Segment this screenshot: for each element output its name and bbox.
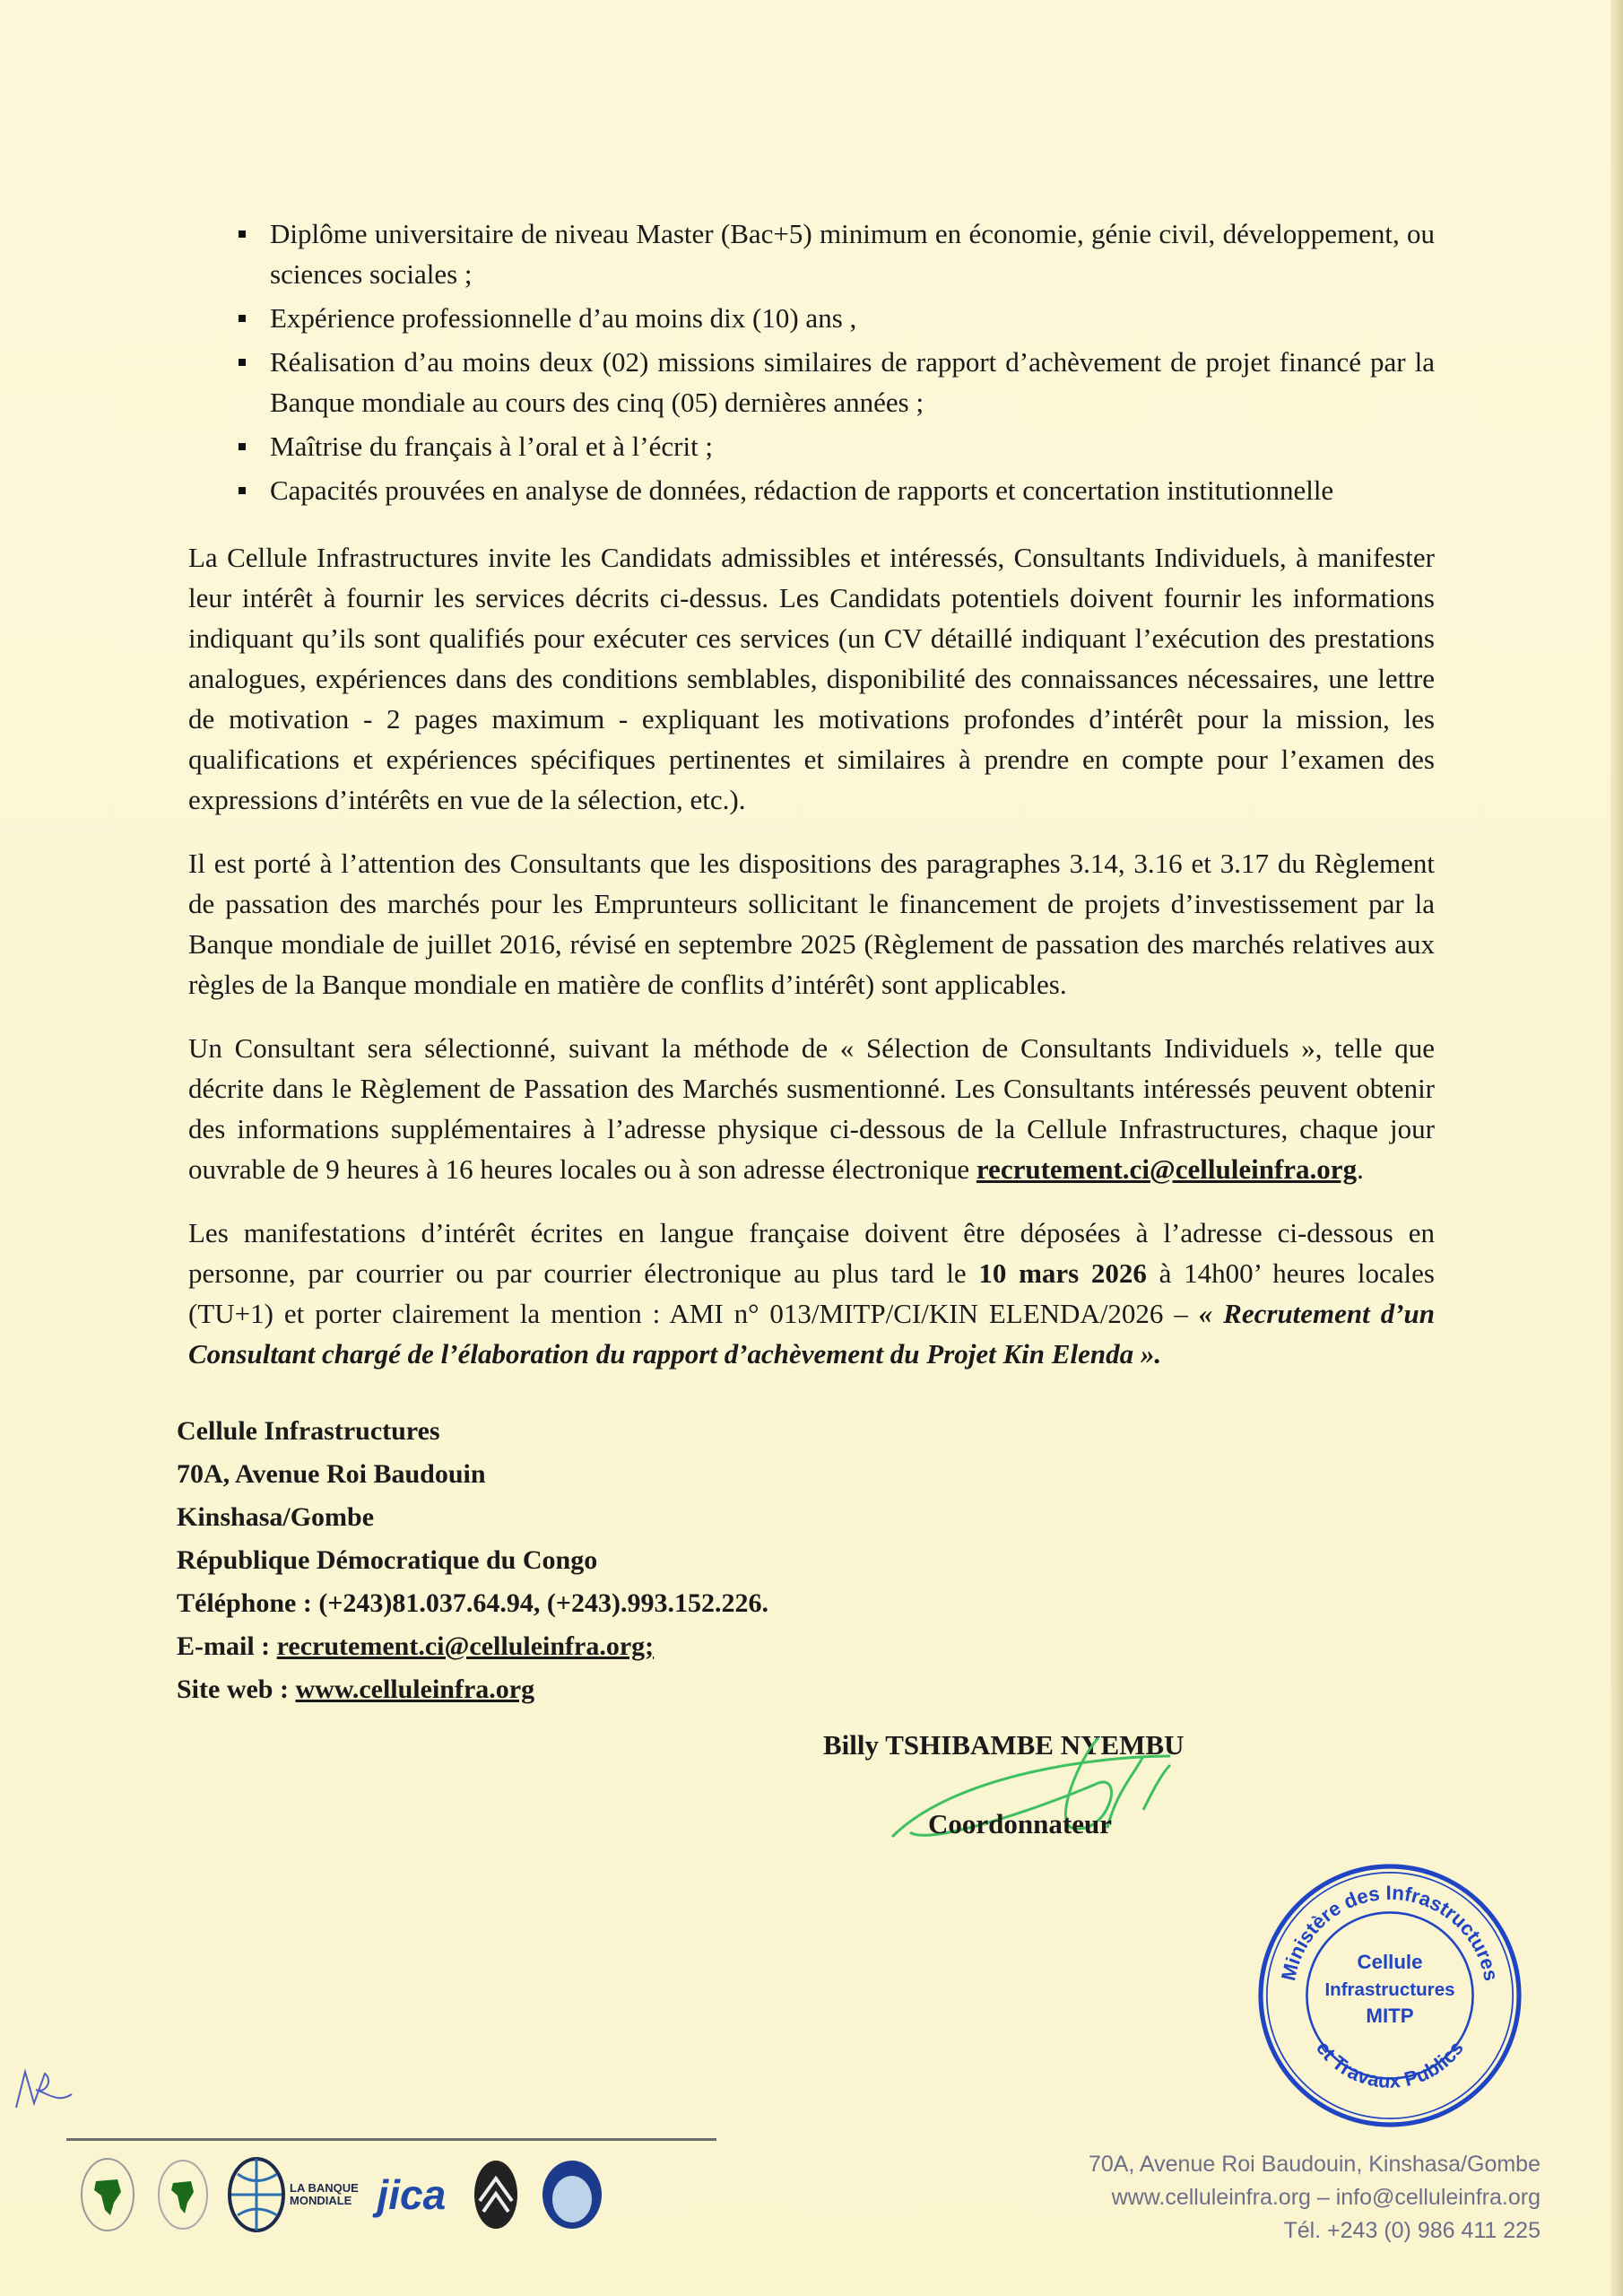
paragraph-selection xyxy=(188,1028,1435,1189)
footer-phone-line: Tél. +243 (0) 986 411 225 xyxy=(1283,2218,1541,2243)
address-phone: Téléphone : (+243)81.037.64.94, (+243).993.152.226. xyxy=(177,1588,768,1618)
svg-text:et Travaux Publics: et Travaux Publics xyxy=(1311,2037,1469,2092)
email-link[interactable]: recrutement.ci@celluleinfra.org; xyxy=(276,1631,655,1661)
requirements-list xyxy=(239,213,1435,510)
list-item xyxy=(239,426,1435,466)
world-bank-text: MONDIALE xyxy=(290,2194,352,2207)
footer-contact-line: www.celluleinfra.org – info@celluleinfra.org xyxy=(1111,2185,1541,2210)
document-body xyxy=(177,213,1435,1846)
footer-address xyxy=(1089,2148,1541,2248)
email-label: E-mail : xyxy=(177,1631,277,1661)
jica-logo: jica xyxy=(377,2171,447,2218)
bullet-icon xyxy=(239,359,246,366)
list-item-text: Capacités prouvées en analyse de données, rédaction de rapports et concertation institutionnelle xyxy=(270,474,1334,506)
world-bank-logo xyxy=(227,2156,359,2233)
web-label: Site web : xyxy=(177,1674,296,1704)
handwritten-initials xyxy=(9,2063,81,2117)
signatory-role: Coordonnateur xyxy=(928,1808,1112,1839)
list-item xyxy=(239,342,1435,422)
bullet-icon xyxy=(239,443,246,450)
svg-text:Cellule: Cellule xyxy=(1357,1951,1423,1973)
deadline-date: 10 mars 2026 xyxy=(978,1257,1147,1289)
paragraph-deadline xyxy=(188,1213,1435,1374)
svg-text:Infrastructures: Infrastructures xyxy=(1324,1979,1455,2000)
address-street: 70A, Avenue Roi Baudouin xyxy=(177,1459,486,1489)
partner-logos xyxy=(76,2154,603,2235)
signature-block xyxy=(823,1729,1271,1846)
list-item-text: Diplôme universitaire de niveau Master (Bac+5) minimum en économie, génie civil, développement, ou sciences sociales ; xyxy=(270,218,1435,290)
paragraph-provisions: Il est porté à l’attention des Consultants que les dispositions des paragraphes 3.14, 3.16 et 3.17 du Règlement de passation des marchés pour les Emprunteurs sollicitant le financement de projets d’investissement par la Banque mondiale de juillet 2016, révisé en septembre 2025 (Règlement de passation des marchés relatives aux règles de la Banque mondiale en matière de conflits d’intérêt) sont applicables. xyxy=(188,848,1435,1000)
mission-title: « Recrutement d’un Consultant chargé de l’élaboration du rapport d’achèvement du Projet Kin Elenda ». xyxy=(188,1298,1435,1370)
list-item-text: Réalisation d’au moins deux (02) missions similaires de rapport d’achèvement de projet financé par la Banque mondiale au cours des cinq (05) dernières années ; xyxy=(270,346,1435,418)
paragraph-text: Les manifestations d’intérêt écrites en langue française doivent être déposées à l’adresse ci-dessous en personne, par courrier ou par courrier électronique au plus tard le xyxy=(188,1217,1435,1289)
list-item xyxy=(239,213,1435,294)
paragraph-end: . xyxy=(1357,1153,1364,1185)
paragraph-invitation: La Cellule Infrastructures invite les Candidats admissibles et intéressés, Consultants Individuels, à manifester leur intérêt à fournir les services décrits ci-dessus. Les Candidats potentiels doivent fournir les informations indiquant qu’ils sont qualifiés pour exécuter ces services (un CV détaillé indiquant l’exécution des prestations analogues, expériences dans des conditions semblables, disponibilité des connaissances nécessaires, une lettre de motivation - 2 pages maximum - expliquant les motivations profondes d’intérêt pour la mission, les qualifications et expériences spécifiques pertinentes et similaires à prendre en compte pour l’examen des expressions d’intérêts en vue de la sélection, etc.). xyxy=(188,542,1435,815)
svg-text:MITP: MITP xyxy=(1366,2005,1414,2027)
footer-address-line: 70A, Avenue Roi Baudouin, Kinshasa/Gombe xyxy=(1088,2152,1541,2177)
afdb-logo xyxy=(76,2154,139,2235)
list-item-text: Maîtrise du français à l’oral et à l’écrit ; xyxy=(270,430,714,462)
list-item xyxy=(239,470,1435,510)
email-link[interactable]: recrutement.ci@celluleinfra.org xyxy=(976,1153,1358,1185)
bullet-icon xyxy=(239,487,246,494)
contact-address xyxy=(177,1410,1435,1711)
address-country: République Démocratique du Congo xyxy=(177,1545,598,1575)
address-city: Kinshasa/Gombe xyxy=(177,1502,375,1532)
footer-divider xyxy=(66,2138,716,2141)
paragraph-text: Un Consultant sera sélectionné, suivant la méthode de « Sélection de Consultants Individuels », telle que décrite dans le Règlement de Passation des Marchés susmentionné. Les Consultants intéressés peuvent obtenir des informations supplémentaires à l’adresse physique ci-dessous de la Cellule Infrastructures, chaque jour ouvrable de 9 heures à 16 heures locales ou à son adresse électronique xyxy=(188,1032,1435,1185)
address-web xyxy=(177,1668,1435,1711)
badea-logo xyxy=(464,2154,527,2235)
signatory-name: Billy TSHIBAMBE NYEMBU xyxy=(823,1729,1185,1761)
address-email xyxy=(177,1625,1435,1668)
bullet-icon xyxy=(239,230,246,238)
list-item xyxy=(239,298,1435,338)
svg-text:Ministère des Infrastructures: Ministère des Infrastructures xyxy=(1277,1881,1503,1983)
ofid-logo xyxy=(540,2154,603,2235)
paragraph-text: à 14h00’ heures locales (TU+1) et porter clairement la mention : AMI n° 013/MITP/CI/KIN ELENDA/2026 – xyxy=(188,1257,1435,1329)
bullet-icon xyxy=(239,315,246,322)
list-item-text: Expérience professionnelle d’au moins dix (10) ans , xyxy=(270,302,857,334)
official-stamp xyxy=(1255,1861,1524,2130)
address-org: Cellule Infrastructures xyxy=(177,1416,440,1446)
afdf-logo xyxy=(152,2154,214,2235)
page-edge xyxy=(1610,0,1623,2296)
website-link[interactable]: www.celluleinfra.org xyxy=(295,1674,535,1704)
world-bank-text: LA BANQUE xyxy=(290,2181,359,2195)
